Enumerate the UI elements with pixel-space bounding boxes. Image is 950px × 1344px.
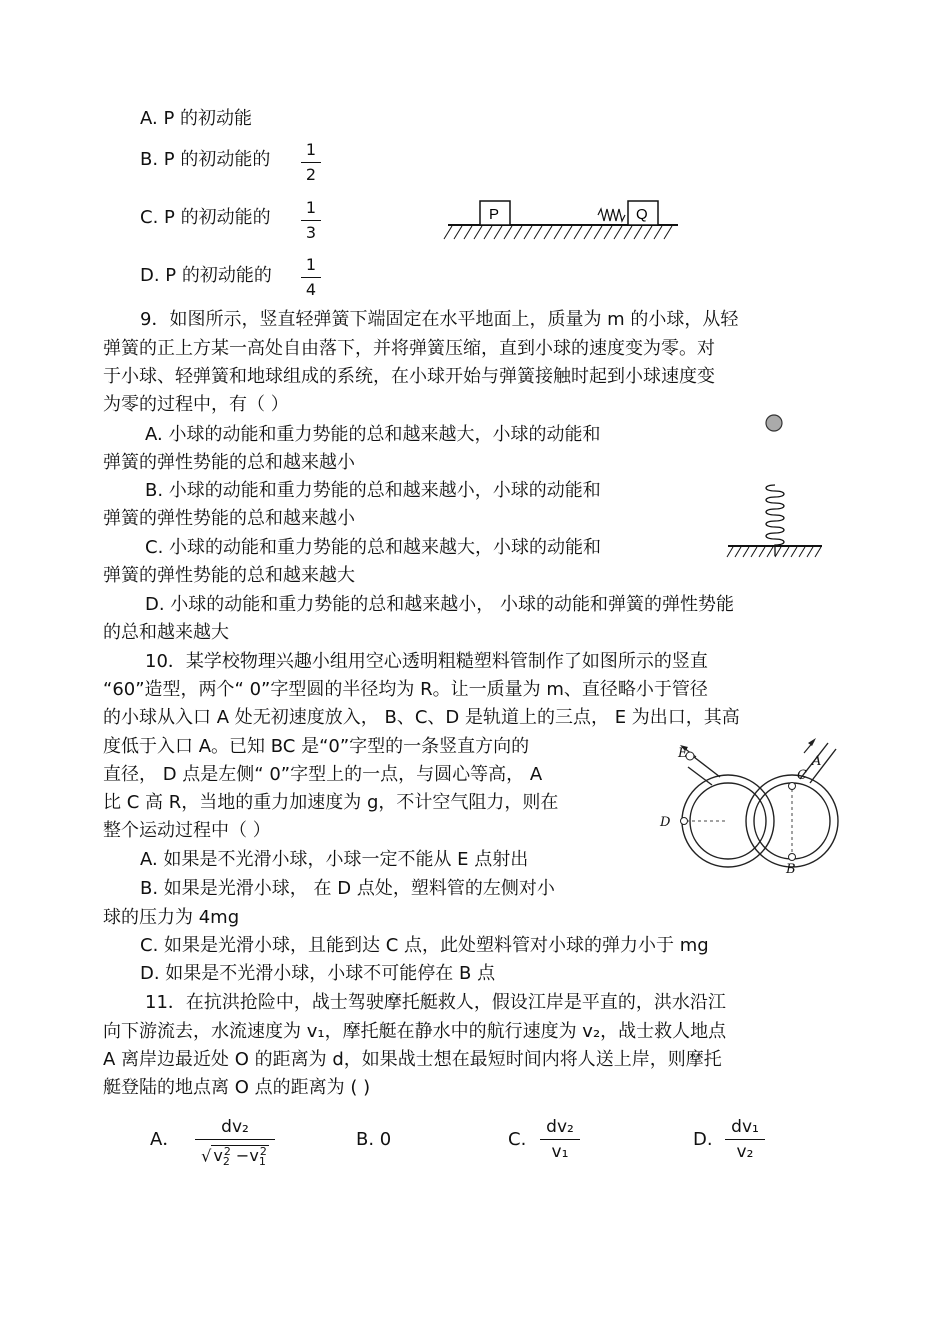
label-q: Q [636, 206, 648, 223]
label-c: C [797, 768, 807, 783]
q11-option-a: A． [150, 1129, 181, 1150]
q10-option-d: D. 如果是不光滑小球，小球不可能停在 B 点 [140, 963, 496, 984]
ball-spring-figure [725, 410, 825, 560]
label-b: B [786, 862, 796, 875]
q11-option-c: C. [508, 1129, 527, 1150]
q11-option-b: B. 0 [356, 1129, 392, 1150]
frac-numerator: dv₂ [546, 1117, 574, 1137]
frac-numerator: dv₁ [731, 1117, 759, 1137]
q10-stem-6: 比 C 高 R，当地的重力加速度为 g，不计空气阻力，则在 [103, 792, 559, 813]
q8-frac-c [301, 198, 321, 243]
q9-option-c-2: 弹簧的弹性势能的总和越来越大 [103, 565, 355, 586]
frac-numerator: 1 [305, 198, 317, 217]
q10-option-b-1: B. 如果是光滑小球， 在 D 点处，塑料管的左侧对小 [140, 878, 555, 899]
q10-stem-3: 的小球从入口 A 处无初速度放入， B、C、D 是轨道上的三点， E 为出口，其高 [103, 707, 740, 728]
q9-option-d-1: D. 小球的动能和重力势能的总和越来越小， 小球的动能和弹簧的弹性势能 [145, 594, 735, 615]
q8-option-b: B. P 的初动能的 [140, 149, 271, 170]
q9-option-d-2: 的总和越来越大 [103, 622, 229, 643]
q9-option-b-1: B. 小球的动能和重力势能的总和越来越小，小球的动能和 [145, 480, 601, 501]
q9-option-c-1: C. 小球的动能和重力势能的总和越来越大，小球的动能和 [145, 537, 602, 558]
frac-denominator: v₁ [551, 1142, 569, 1162]
q8-frac-d [301, 255, 321, 300]
label-p: P [489, 206, 500, 223]
q9-option-a-2: 弹簧的弹性势能的总和越来越小 [103, 452, 355, 473]
q11-frac-c [540, 1115, 580, 1164]
q11-stem-3: A 离岸边最近处 O 的距离为 d，如果战士想在最短时间内将人送上岸，则摩托 [103, 1049, 722, 1070]
q10-option-a: A. 如果是不光滑小球，小球一定不能从 E 点射出 [140, 849, 529, 870]
q10-stem-7: 整个运动过程中（ ） [103, 820, 271, 841]
blocks-spring-figure [440, 195, 690, 245]
q11-frac-d [725, 1115, 765, 1164]
q11-stem-2: 向下游流去，水流速度为 v₁，摩托艇在静水中的航行速度为 v₂，战士救人地点 [103, 1021, 727, 1042]
q10-option-b-2: 球的压力为 4mg [103, 907, 240, 928]
sixty-track-figure [650, 735, 840, 875]
frac-denominator: 3 [305, 223, 317, 242]
q9-option-a-1: A. 小球的动能和重力势能的总和越来越大，小球的动能和 [145, 424, 601, 445]
label-d: D [660, 815, 671, 830]
frac-denominator: v₂ [736, 1142, 754, 1162]
frac-numerator: dv₂ [221, 1117, 249, 1137]
q9-stem-4: 为零的过程中，有（ ） [103, 394, 289, 415]
q11-stem-4: 艇登陆的地点离 O 点的距离为 ( ) [103, 1077, 371, 1098]
frac-denominator: 4 [305, 280, 317, 299]
q11-option-d: D. [693, 1129, 713, 1150]
q11-stem-1: 11．在抗洪抢险中，战士驾驶摩托艇救人，假设江岸是平直的，洪水沿江 [145, 992, 726, 1013]
frac-numerator: 1 [305, 255, 317, 274]
q9-stem-3: 于小球、轻弹簧和地球组成的系统，在小球开始与弹簧接触时起到小球速度变 [103, 366, 715, 387]
q8-option-c: C. P 的初动能的 [140, 207, 271, 228]
q10-option-c: C. 如果是光滑小球，且能到达 C 点，此处塑料管对小球的弹力小于 mg [140, 935, 709, 956]
sqrt-denominator: √ $v_2^2 -v_1^2$ [201, 1145, 267, 1169]
q11-frac-a [195, 1115, 275, 1175]
q8-option-d: D. P 的初动能的 [140, 265, 272, 286]
q8-frac-b [301, 140, 321, 185]
q8-option-a: A. P 的初动能 [140, 108, 253, 129]
spring-icon [598, 209, 625, 221]
q10-stem-5: 直径， D 点是左侧“ 0”字型上的一点，与圆心等高， A [103, 764, 543, 785]
q9-stem-1: 9．如图所示，竖直轻弹簧下端固定在水平地面上，质量为 m 的小球，从轻 [140, 309, 739, 330]
q9-option-b-2: 弹簧的弹性势能的总和越来越小 [103, 508, 355, 529]
q10-stem-4: 度低于入口 A。已知 BC 是“0”字型的一条竖直方向的 [103, 736, 530, 757]
q10-stem-2: “60”造型，两个“ 0”字型圆的半径均为 R。让一质量为 m、直径略小于管径 [103, 679, 708, 700]
ball-icon [766, 415, 782, 431]
frac-numerator: 1 [305, 140, 317, 159]
label-a: A [812, 754, 822, 769]
label-e: E [678, 746, 688, 761]
q10-stem-1: 10．某学校物理兴趣小组用空心透明粗糙塑料管制作了如图所示的竖直 [145, 651, 708, 672]
frac-denominator: 2 [305, 165, 317, 184]
q9-stem-2: 弹簧的正上方某一高处自由落下，并将弹簧压缩，直到小球的速度变为零。对 [103, 338, 715, 359]
